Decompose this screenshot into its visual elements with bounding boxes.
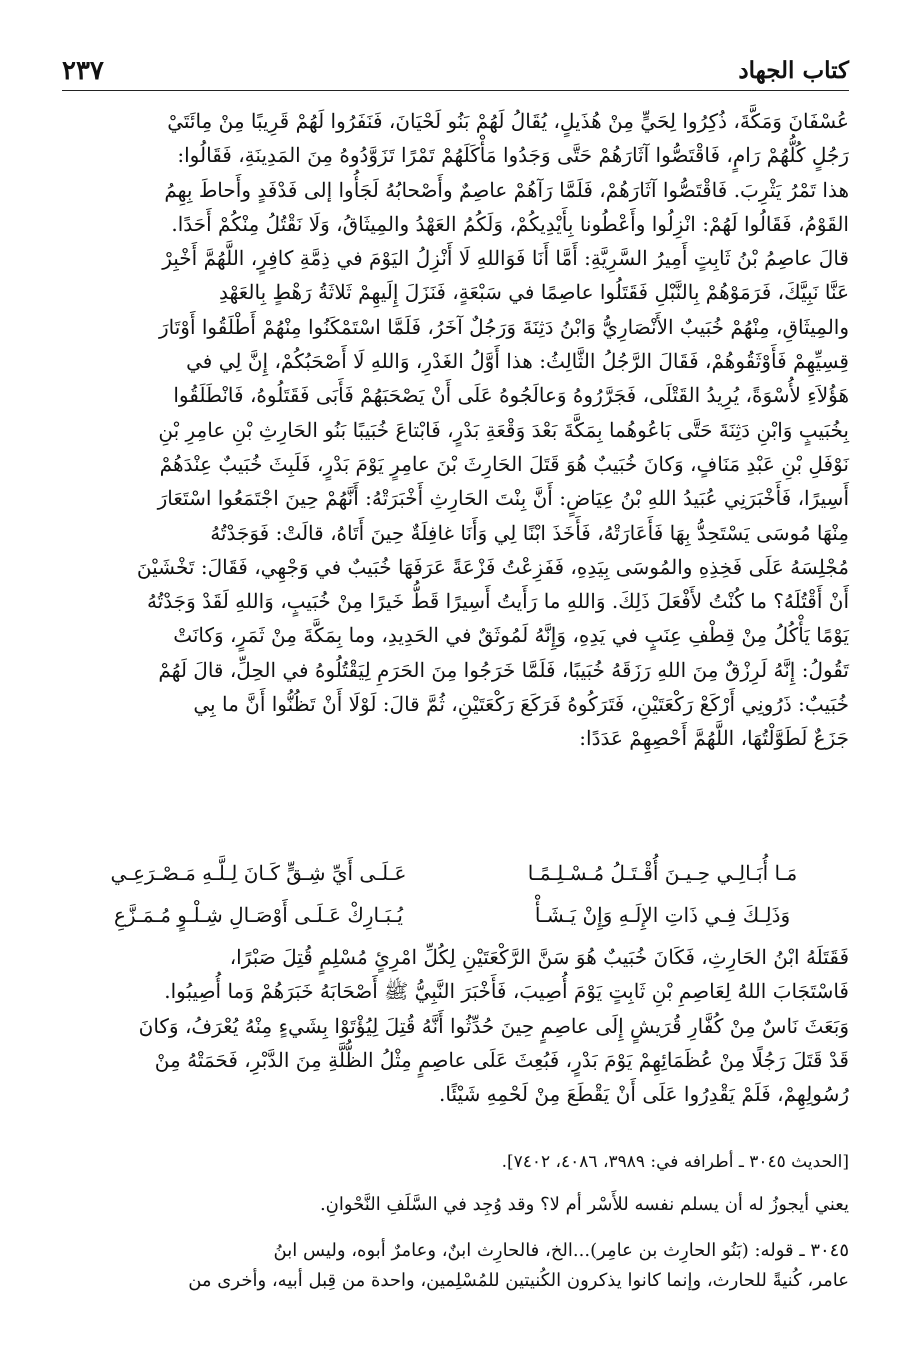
text-line: فَقَتَلَهُ ابْنُ الحَارِثِ، فَكَانَ خُبَيبٌ هُوَ سَنَّ الرَّكْعَتَيْنِ لِكُلِّ امْرِئٍ مُسْلِمٍ قُتِلَ صَبْرًا،: [229, 945, 849, 969]
verse-first-half: وَذَلِـكَ فِـي ذَاتِ الإِلَـهِ وَإِنْ يَـشَـأْ: [534, 903, 791, 927]
text-line: رَجُلٍ كُلُّهُمْ رَامٍ، فَاقْتَصُّوا آثَارَهُمْ حَتَّى وَجَدُوا مَأْكَلَهُمْ تَمْرًا تَزَوَّدُوهُ مِنَ المَدِينَةِ، فَقَالُوا:: [177, 143, 849, 168]
text-line: نَوْفَلِ بْنِ عَبْدِ مَنَافٍ، وَكانَ خُبَيبٌ هُوَ قَتَلَ الحَارِثَ بْنَ عامِرٍ يَوْمَ بَدْرٍ، فَلَبِثَ خُبَيبٌ عِنْدَهُمْ: [159, 451, 849, 476]
page-number: ٢٣٧: [62, 56, 104, 86]
text-line: رُسُولِهِمْ، فَلَمْ يَقْدِرُوا عَلَى أَنْ يَقْطَعَ مِنْ لَحْمِهِ شَيْئًا.: [439, 1082, 849, 1107]
commentary-line: ٣٠٤٥ ـ قوله: (بَنُو الحارِث بن عامِر)...الخ، فالحارِث ابنٌ، وعامرٌ أبوه، وليس ابنُ: [273, 1240, 849, 1261]
poem: [72, 852, 849, 936]
text-line: هذا تَمْرُ يَثْرِبَ. فَاقْتَصُّوا آثَارَهُمْ، فَلَمَّا رَآهُمْ عاصِمٌ وأَصْحابُهُ لَجَأُوا إلى فَدْفَدٍ وأَحاطَ بِهِمُ: [164, 177, 849, 202]
verse-first-half: مَـا أُبَـالِـي حِـيـنَ أُقْـتَـلُ مُـسْـلِـمًـا: [527, 861, 798, 885]
page-header: [62, 52, 849, 91]
text-line: تَقُولُ: إِنَّهُ لَرِزْقٌ مِنَ اللهِ رَزَقَهُ خُبَيبًا، فَلَمَّا خَرَجُوا مِنَ الحَرَمِ لِيَقْتُلُوهُ في الحِلِّ، قالَ لَهُمْ: [158, 657, 849, 682]
verse-second-half: عَـلَـى أَيِّ شِـقٍّ كَـانَ لِـلَّـهِ مَـصْـرَعِـي: [110, 861, 407, 885]
poem-verse: [72, 894, 849, 936]
text-line: والمِيثَاقِ، مِنْهُمْ خُبَيبٌ الأَنْصَارِيُّ وَابْنُ دَثِنَةَ وَرَجُلٌ آخَرُ، فَلَمَّا اسْتَمْكَنُوا مِنْهُمْ أَطْلَقُوا أَوْتَارَ: [158, 314, 849, 339]
text-line: أَنْ أَقْتُلَهُ؟ ما كُنْتُ لأَفْعَلَ ذَلِكَ. وَاللهِ ما رَأَيتُ أَسِيرًا قَطُّ خَيرًا مِنْ خُبَيبٍ، وَاللهِ لَقَدْ وَجَدْتُهُ: [146, 589, 849, 614]
text-line: فَاسْتَجَابَ اللهُ لِعَاصِمِ بْنِ ثَابِتٍ يَوْمَ أُصِيبَ، فَأَخْبَرَ النَّبِيُّ ﷺ أَصْحَابَهُ خَبَرَهُمْ وَما أُصِيبُوا.: [164, 979, 849, 1004]
text-line: عَنَّا نَبِيَّكَ، فَرَمَوْهُمْ بِالنَّبْلِ فَقَتَلُوا عاصِمًا في سَبْعَةٍ، فَنَزَلَ إِلَيهِمْ ثَلاثَةُ رَهْطٍ بِالعَهْدِ: [219, 280, 849, 305]
commentary: [60, 1236, 849, 1296]
text-line: قَدْ قَتَلَ رَجُلًا مِنْ عُظَمَائِهِمْ يَوْمَ بَدْرٍ، فَبُعِثَ عَلَى عاصِمٍ مِثْلُ الظُّلَّةِ مِنَ الدَّبْرِ، فَحَمَتْهُ مِنْ: [154, 1047, 849, 1072]
text-line: جَزَعٌ لَطَوَّلْتُهَا، اللَّهُمَّ أَحْصِهِمْ عَدَدًا:: [579, 726, 849, 751]
text-line: عُسْفَانَ وَمَكَّةَ، ذُكِرُوا لِحَيٍّ مِنْ هُذَيلٍ، يُقَالُ لَهُمْ بَنُو لَحْيَانَ، فَنَفَرُوا لَهُمْ قَرِيبًا مِنْ مِائَتَيْ: [167, 109, 849, 133]
commentary-line: عامر، كُنيةً للحارث، وإنما كانوا يذكرون الكُنيتين للمُسْلِمين، واحدة من قِبل أبيه، وأخرى من: [188, 1270, 849, 1291]
text-line: مِنْهَا مُوسَى يَسْتَحِدُّ بِهَا فَأَعَارَتْهُ، فَأَخَذَ ابْنًا لِي وَأَنَا غافِلَةٌ حِينَ أَتَاهُ، قالَتْ: فَوَجَدْتُهُ: [210, 520, 849, 545]
hadith-text-continued: [60, 940, 849, 1111]
text-line: قالَ عاصِمُ بْنُ ثَابِتٍ أَمِيرُ السَّرِيَّةِ: أَمَّا أَنَا فَوَاللهِ لَا أَنْزِلُ اليَوْمَ في ذِمَّةِ كافِرٍ، اللَّهُمَّ أَخْبِرْ: [162, 246, 849, 271]
text-line: خُبَيبٌ: ذَرُونِي أَرْكَعْ رَكْعَتَيْنِ، فَتَرَكُوهُ فَرَكَعَ رَكْعَتَيْنِ، ثُمَّ قالَ: لَوْلَا أَنْ تَظُنُّوا أَنَّ ما بِي: [193, 692, 849, 717]
book-title: كتاب الجهاد: [738, 57, 849, 84]
text-line: وَبَعَثَ نَاسٌ مِنْ كُفَّارِ قُرَيشٍ إِلَى عاصِمٍ حِينَ حُدِّثُوا أَنَّهُ قُتِلَ لِيُؤْتَوْا بِشَيءٍ مِنْهُ يُعْرَفُ، وَكانَ: [138, 1013, 849, 1038]
hadith-reference: [الحديث ٣٠٤٥ ـ أطرافه في: ٣٩٨٩، ٤٠٨٦، ٧٤٠٢].: [501, 1152, 849, 1172]
text-line: قِسِيِّهِمْ فَأَوْثَقُوهُمْ، فَقَالَ الرَّجُلُ الثَّالِثُ: هذا أَوَّلُ الغَدْرِ، وَاللهِ لَا أَصْحَبُكُمْ، إِنَّ لِي في: [186, 349, 849, 374]
text-line: بِخُبَيبٍ وَابْنِ دَثِنَةَ حَتَّى بَاعُوهُما بِمَكَّةَ بَعْدَ وَقْعَةِ بَدْرٍ، فَابْتاعَ خُبَيبًا بَنُو الحَارِثِ بْنِ عامِرِ بْنِ: [158, 417, 849, 442]
chapter-note: يعني أيجوزُ له أن يسلم نفسه للأَسْر أم لا؟ وقد وُجِد في السَّلَفِ النَّحْوانِ.: [319, 1194, 849, 1215]
text-line: أَسِيرًا، فَأَخْبَرَنِي عُبَيدُ اللهِ بْنُ عِيَاضٍ: أَنَّ بِنْتَ الحَارِثِ أَخْبَرَتْهُ: أَنَّهُمْ حِينَ اجْتَمَعُوا اسْتَعَارَ: [157, 486, 849, 511]
text-line: يَوْمًا يَأْكُلُ مِنْ قِطْفِ عِنَبٍ في يَدِهِ، وَإِنَّهُ لَمُوثَقٌ في الحَدِيدِ، وما بِمَكَّةَ مِنْ ثَمَرٍ، وَكانَتْ: [173, 623, 849, 648]
poem-verse: [72, 852, 849, 894]
hadith-text: [60, 104, 849, 756]
verse-second-half: يُـبَـارِكْ عَـلَـى أَوْصَـالِ شِـلْـوٍ مُـمَـزَّعِ: [113, 903, 403, 927]
text-line: مُجْلِسَهُ عَلَى فَخِذِهِ والمُوسَى بِيَدِهِ، فَفَزِعْتُ فَزْعَةً عَرَفَهَا خُبَيبٌ في وَجْهِي، فَقَالَ: تَخْشَيْنَ: [136, 554, 849, 579]
text-line: هَؤُلاَءِ لأُسْوَةً، يُرِيدُ القَتْلَى، فَجَرَّرُوهُ وَعالَجُوهُ عَلَى أَنْ يَصْحَبَهُمْ فَأَبَى فَقَتَلُوهُ، فَانْطَلَقُوا: [173, 383, 849, 408]
text-line: القَوْمُ، فَقَالُوا لَهُمْ: انْزِلُوا وأَعْطُونا بِأَيْدِيكُمْ، وَلَكُمُ العَهْدُ والمِيثَاقُ، وَلَا نَقْتُلُ مِنْكُمْ أَحَدًا.: [171, 211, 849, 236]
